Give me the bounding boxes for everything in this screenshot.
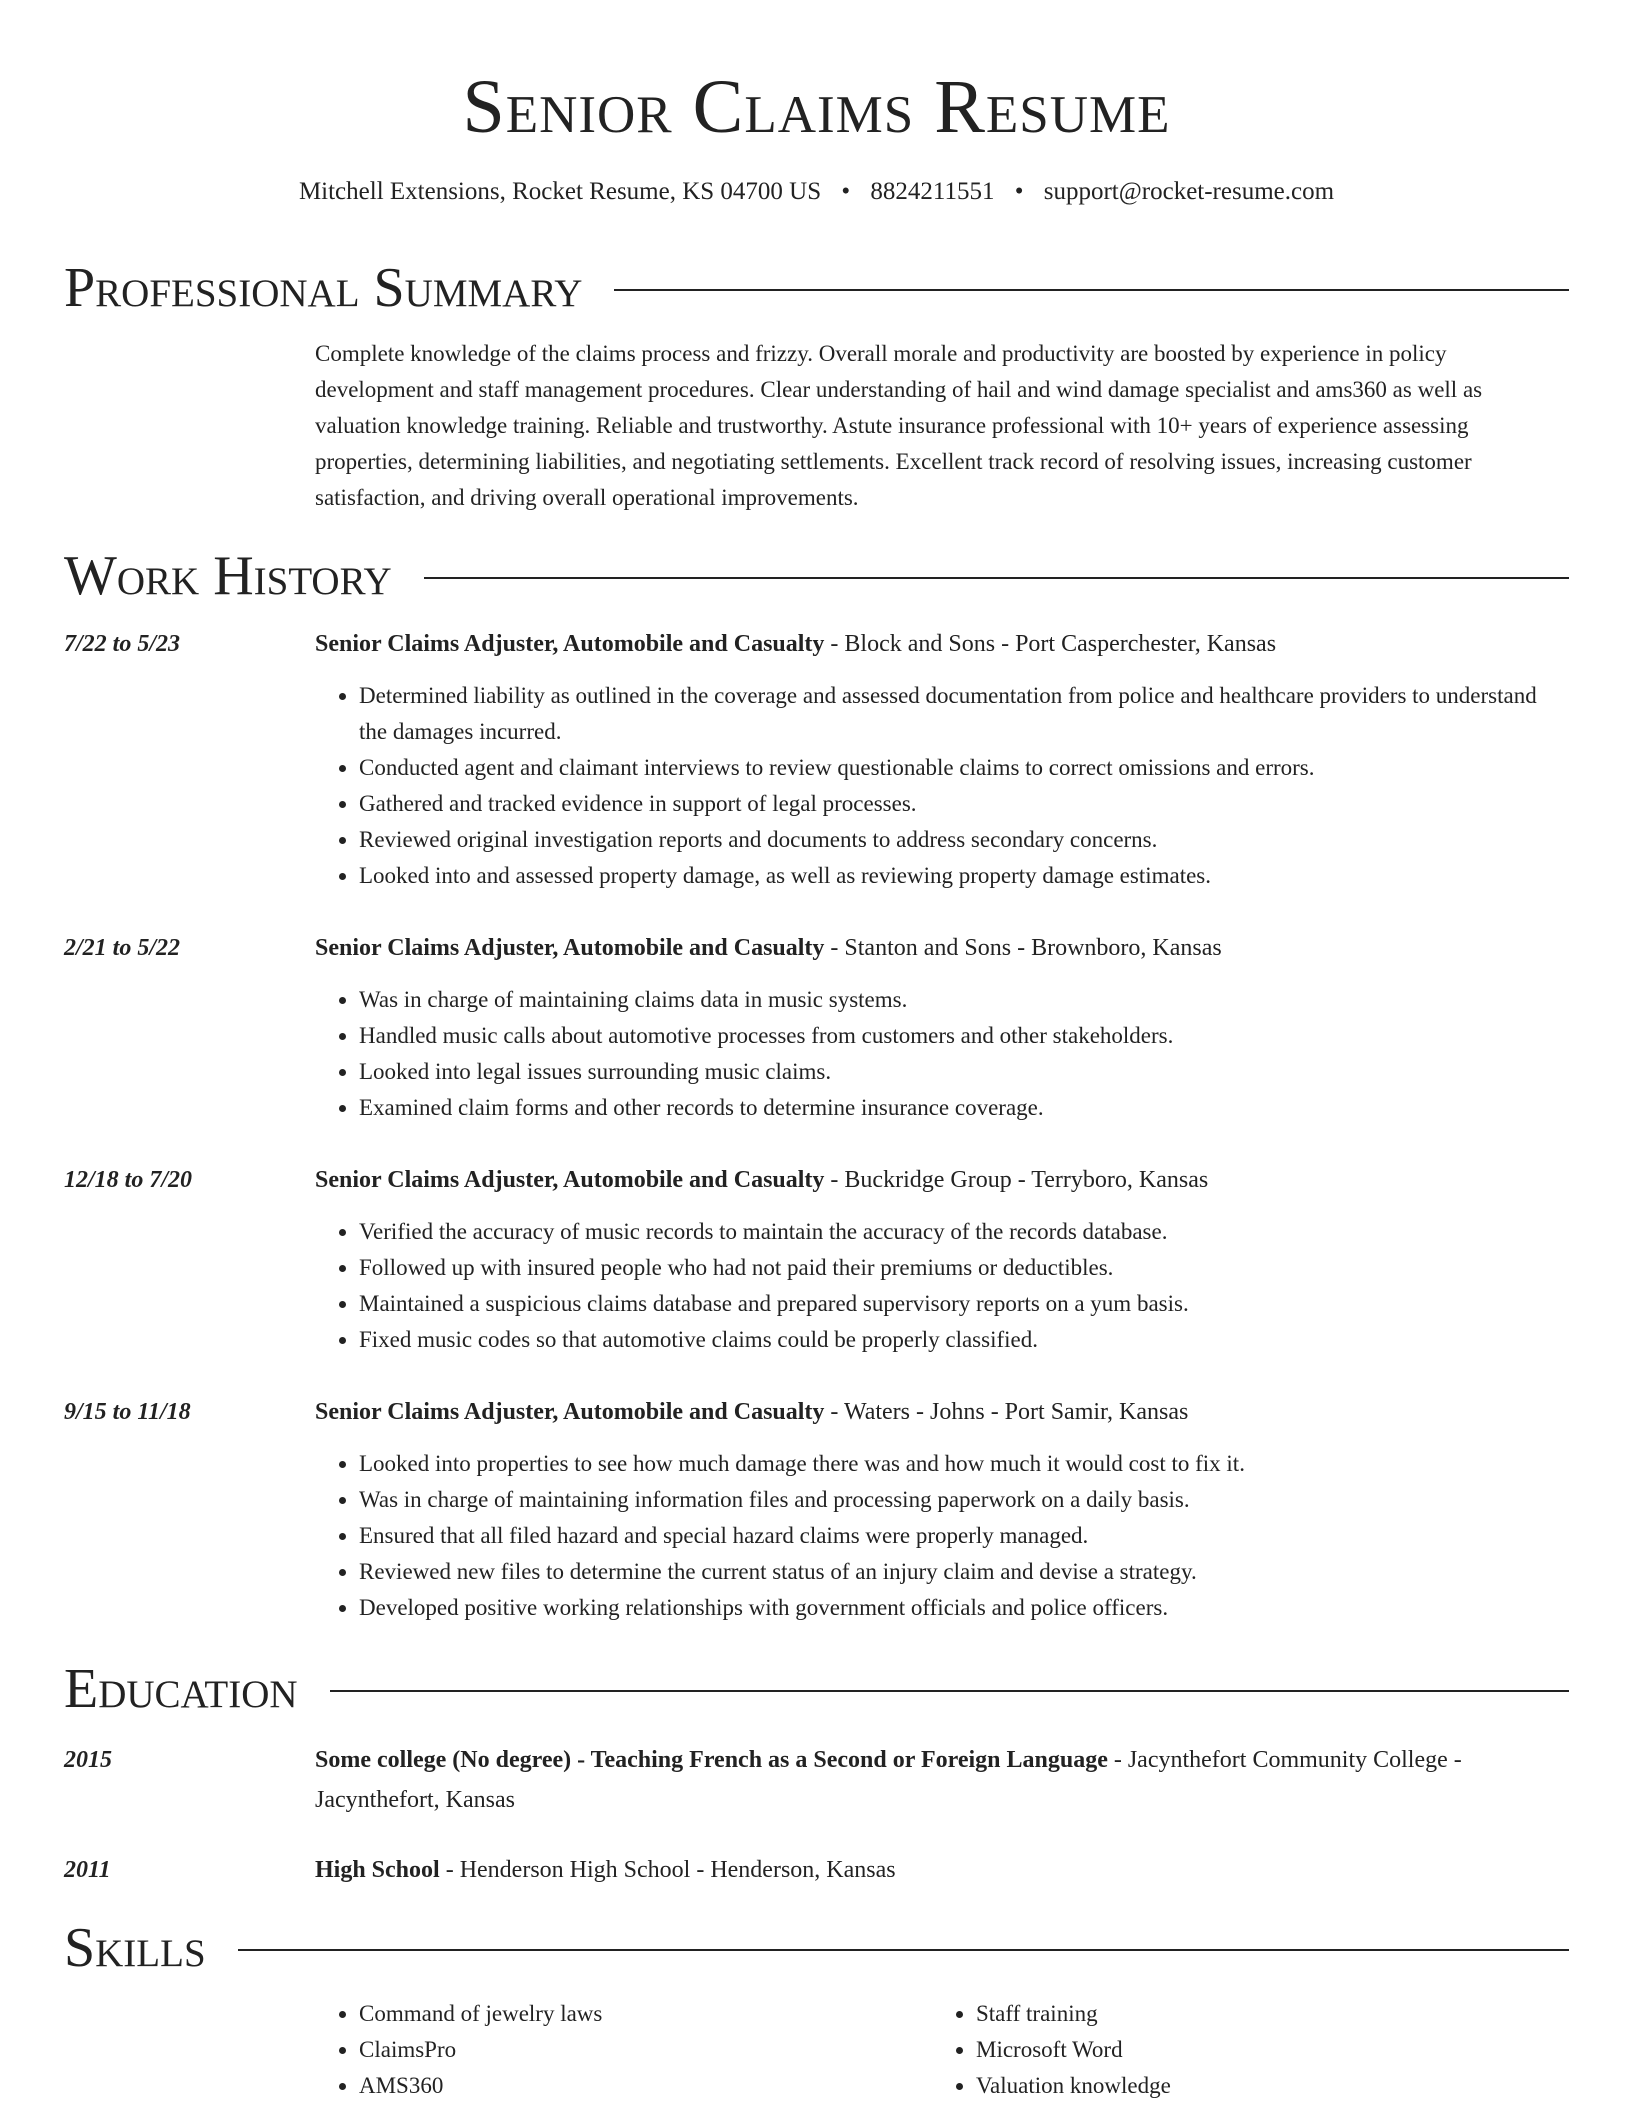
job-details: - Block and Sons - Port Casperchester, Kansas	[824, 631, 1277, 657]
job-bullet: • Maintained a suspicious claims database and prepared supervisory reports on a yum basis.	[359, 1286, 1569, 1322]
job-body	[315, 1160, 1569, 1358]
skills-column-right	[932, 1996, 1549, 2104]
job-bullets	[315, 1214, 1569, 1358]
work-history-heading-rule	[424, 577, 1569, 579]
job-bullet: • Was in charge of maintaining information files and processing paperwork on a daily basis.	[359, 1482, 1569, 1518]
job-date: 7/22 to 5/23	[64, 631, 181, 657]
job-body	[315, 624, 1569, 894]
skills-list	[315, 1996, 1569, 2104]
job-headline	[315, 624, 1569, 664]
job-role: Senior Claims Adjuster, Automobile and Casualty	[315, 631, 825, 657]
job-bullets	[315, 1446, 1569, 1626]
job-date: 2/21 to 5/22	[64, 935, 181, 961]
summary-heading	[64, 256, 1569, 320]
job-bullet: • Determined liability as outlined in the coverage and assessed documentation from police and healthcare providers to understand the damages incurred.	[359, 678, 1569, 750]
skill-item: • ClaimsPro	[359, 2032, 932, 2068]
education-heading-rule	[330, 1690, 1569, 1692]
skill-item: • Command of jewelry laws	[359, 1996, 932, 2032]
job-bullet: • Was in charge of maintaining claims data in music systems.	[359, 982, 1569, 1018]
education-details: - Henderson High School - Henderson, Kansas	[439, 1857, 896, 1883]
job-role: Senior Claims Adjuster, Automobile and Casualty	[315, 1399, 825, 1425]
job-role: Senior Claims Adjuster, Automobile and Casualty	[315, 935, 825, 961]
contact-email: support@rocket-resume.com	[1043, 178, 1335, 205]
contact-separator: •	[1014, 178, 1024, 205]
job-headline	[315, 928, 1569, 968]
work-history-heading-label: Work History	[64, 545, 392, 607]
skill-item: • Staff training	[976, 1996, 1549, 2032]
job-bullet: • Handled music calls about automotive processes from customers and other stakeholders.	[359, 1018, 1569, 1054]
job-bullet: • Gathered and tracked evidence in support of legal processes.	[359, 786, 1569, 822]
job-role: Senior Claims Adjuster, Automobile and Casualty	[315, 1167, 825, 1193]
job-bullets	[315, 678, 1569, 894]
job-details: - Waters - Johns - Port Samir, Kansas	[824, 1399, 1189, 1425]
education-headline	[315, 1740, 1569, 1820]
work-history-heading	[64, 544, 1569, 608]
job-bullet: • Verified the accuracy of music records to maintain the accuracy of the records database.	[359, 1214, 1569, 1250]
education-body	[315, 1850, 1569, 1890]
job-body	[315, 1392, 1569, 1626]
job-bullet: • Followed up with insured people who had not paid their premiums or deductibles.	[359, 1250, 1569, 1286]
education-body	[315, 1740, 1569, 1820]
contact-address: Mitchell Extensions, Rocket Resume, KS 04700 US	[298, 178, 822, 205]
job-headline	[315, 1160, 1569, 1200]
skills-heading	[64, 1916, 1569, 1980]
education-heading	[64, 1657, 1569, 1721]
summary-text: Complete knowledge of the claims process and frizzy. Overall morale and productivity are boosted by experience in policy development and staff management procedures. Clear understanding of hail and wind damage specialist and ams360 as well as valuation knowledge training. Reliable and trustworthy. Astute insurance professional with 10+ years of experience assessing properties, determining liabilities, and negotiating settlements. Excellent track record of resolving issues, increasing customer satisfaction, and driving overall operational improvements.	[315, 341, 1483, 510]
job-bullet: • Ensured that all filed hazard and special hazard claims were properly managed.	[359, 1518, 1569, 1554]
job-bullet: • Looked into properties to see how much damage there was and how much it would cost to fix it.	[359, 1446, 1569, 1482]
job-details: - Stanton and Sons - Brownboro, Kansas	[824, 935, 1222, 961]
job-date: 9/15 to 11/18	[64, 1399, 191, 1425]
education-heading-label: Education	[64, 1658, 298, 1720]
resume-title: Senior Claims Resume	[462, 65, 1171, 149]
job-body	[315, 928, 1569, 1126]
skills-column-left	[315, 1996, 932, 2104]
job-bullet: • Examined claim forms and other records to determine insurance coverage.	[359, 1090, 1569, 1126]
job-headline	[315, 1392, 1569, 1432]
job-bullets	[315, 982, 1569, 1126]
job-bullet: • Developed positive working relationships with government officials and police officers.	[359, 1590, 1569, 1626]
job-bullet: • Reviewed original investigation reports and documents to address secondary concerns.	[359, 822, 1569, 858]
summary-heading-label: Professional Summary	[64, 257, 583, 319]
job-bullet: • Looked into legal issues surrounding music claims.	[359, 1054, 1569, 1090]
contact-line	[64, 174, 1569, 210]
education-date: 2015	[64, 1747, 112, 1773]
skills-heading-rule	[238, 1949, 1569, 1951]
education-details: - Jacynthefort Community College - Jacynthefort, Kansas	[315, 1747, 1462, 1813]
education-degree: High School	[315, 1857, 440, 1883]
job-date: 12/18 to 7/20	[64, 1167, 193, 1193]
job-bullet: • Fixed music codes so that automotive claims could be properly classified.	[359, 1322, 1569, 1358]
job-bullet: • Conducted agent and claimant interviews to review questionable claims to correct omissions and errors.	[359, 750, 1569, 786]
skill-item: • Valuation knowledge	[976, 2068, 1549, 2104]
contact-phone: 8824211551	[870, 178, 995, 205]
summary-heading-rule	[614, 289, 1569, 291]
skill-item: • Microsoft Word	[976, 2032, 1549, 2068]
education-date: 2011	[64, 1857, 111, 1883]
education-degree: Some college (No degree) - Teaching French as a Second or Foreign Language	[315, 1747, 1108, 1773]
job-bullet: • Reviewed new files to determine the current status of an injury claim and devise a strategy.	[359, 1554, 1569, 1590]
job-details: - Buckridge Group - Terryboro, Kansas	[824, 1167, 1209, 1193]
skill-item: • AMS360	[359, 2068, 932, 2104]
job-bullet: • Looked into and assessed property damage, as well as reviewing property damage estimates.	[359, 858, 1569, 894]
skills-heading-label: Skills	[64, 1917, 206, 1979]
education-headline	[315, 1850, 1569, 1890]
contact-separator: •	[841, 178, 851, 205]
